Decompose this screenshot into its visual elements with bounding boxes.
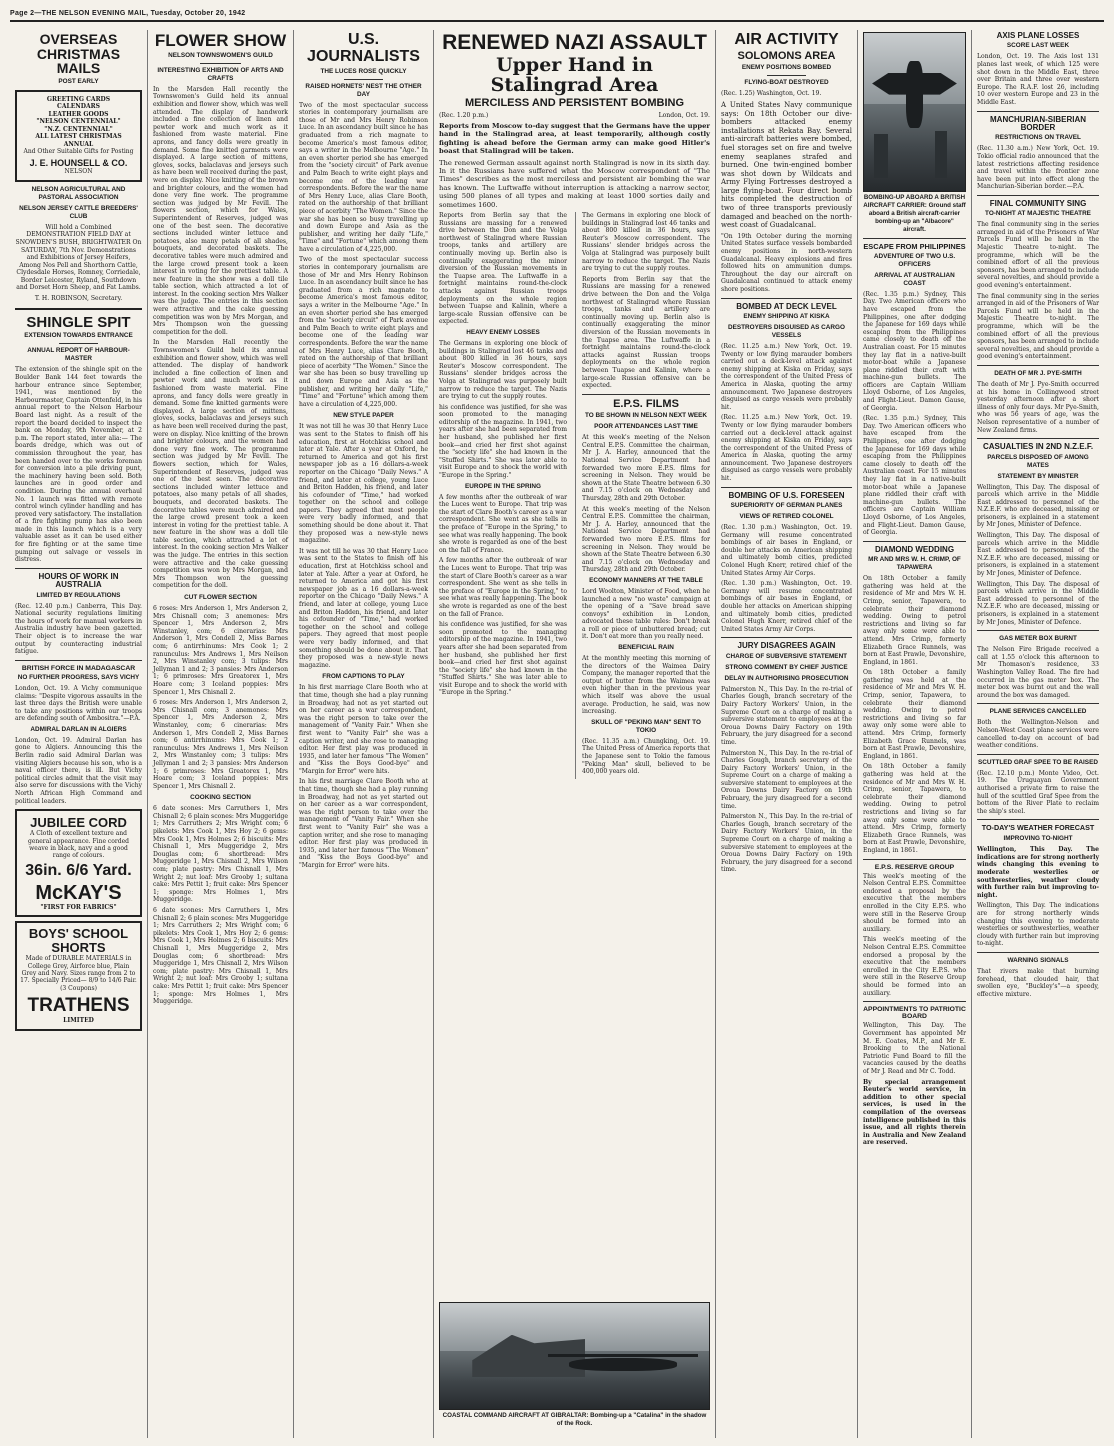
subhead-extension: EXTENSION TOWARDS ENTRANCE [24,332,133,340]
divider [977,365,1099,366]
headline-appointments: APPOINTMENTS TO PATRIOTIC BOARD [863,1006,966,1021]
headline-manchurian: MANCHURIAN-SIBERIAN BORDER [990,114,1086,132]
subhead-townswomen: NELSON TOWNSWOMEN'S GUILD [168,51,273,59]
article-eps-reserve: This week's meeting of the Nelson Central E.P.S. Committee endorsed a proposal by the executive that the members enrolled in the City E.P.S. who were still in the Reserve Group should be formed into an auxiliary. [863,872,966,933]
article-appointments: Wellington, This Day. The Government has appointed Mr M. E. Coates, M.P., and Mr E. Brooking to the National Patriotic Fund Board to fill the vacancies caused by the deaths of Mr J. Read and Mr C. Todd. [863,1022,966,1075]
column-6 [858,30,972,1438]
divider [977,703,1099,704]
headline-escape: ESCAPE FROM PHILIPPINES [863,242,966,251]
dateline-rec: (Rec. 1.20 p.m.) [439,112,489,120]
article-flower-show: In the Marsden Hall recently the Townswomen's Guild held its annual exhibition and flower show, which was well attended. The display of handwork included a fine collection of linen and pewter work and much work as it fashioned from waste material. Fine aprons, and fancy dolls were greatly in demand. Some fine knitted garments were displayed. A large section of mittens, gloves, socks, balaclavas and jerseys such as have been well received during the past, were on display. Nice knitting of the brown and brighter colours, and the women had done very fine work. The programme section was judged by Mr Fevill. The flowers section, which for Wales, Superintendent of Reserves, judged was one of the best seen. The decorative sections included winter lettuce and potatoes, also many petals of all shades, bouquets, and decorated baskets. The decorative tables were much admired and the large crowd present took a keen interest in voting for the prettiest table. A new feature in the show was a doll tile table section, which attracted a lot of interest. In the cooking section Mrs Walker was the judge. The entries in this section were attractive and the cake guessing competition was won by Mrs Morgan, and Mrs Thompson won the guessing competition for the doll. [153,339,288,590]
article-rain: At the monthly meeting this morning of the directors of the Waimea Dairy Company, the manager reported that the output of butter from the Waimea was even higher than in the previous year which itself was above the usual average. Production, he said, was now increasing. [582,655,710,716]
kicker-hornets: RAISED HORNETS' NEST THE OTHER DAY [305,82,422,98]
lead-body: The renewed German assault against north Stalingrad is now in its sixth day. In it the Russians have suffered what the Moscow correspondent of "The Times" describes as the most merciless and persistent air bombing the war has known. The Luftwaffe without interruption is attacking a narrow sector, using 500 planes of all types and making at least 1000 sorties daily and sometimes 1600. [439,158,710,209]
divider [977,438,1099,439]
photo-caption: COASTAL COMMAND AIRCRAFT AT GIBRALTAR: Bombing-up a "Catalina" in the shadow of the Rock. [442,1412,707,1427]
article-hours-of-work: (Rec. 12.40 p.m.) Canberra, This Day. National security regulations limiting the hours of work for manual workers in Australia industry have been gazetted. Their object is to increase the war output by counteracting industrial fatigue. [15,602,142,656]
photo-caption: BOMBING-UP ABOARD A BRITISH AIRCRAFT CARRIER: Ground staff aboard a British aircraft-carrier bombing-up an "Albacore" aircraft. [863,194,966,233]
ad-description: Made of DURABLE MATERIALS in College Grey, Airforce blue, Plain Grey and Navy. Sizes range from 2 to 17. Specially Priced— 8/9 to 14/6 Pair. (3 Coupons) [20,955,137,992]
banner-headline: RENEWED NAZI ASSAULT [442,31,707,54]
article-escape: (Rec. 1.35 p.m.) Sydney, This Day. Two American officers who have escaped from the Philippines, one after dodging the Japanese for 169 days while escaping from the Philippines came closely to death off the Australian coast. For 15 minutes they lay flat in a native-built motor-boat while a Japanese plane riddled their craft with machine-gun bullets. The officers are Captain William Lloyd Osborne, of Los Angeles, and Flight-Lieut. Damon Gause, of Georgia. [863,415,966,537]
headline-plane-services: PLANE SERVICES CANCELLED [989,708,1087,716]
headline-jury: JURY DISAGREES AGAIN [737,641,836,651]
article-new-style: It was not till he was 30 that Henry Luce was sent to the States to finish off his education, first at Hotchkiss school and later at Yale. After a year at Oxford, he returned to America and got his first newspaper job as a 16 dollars-a-week reporter on the Chicago "Daily News." A friend, and later at college, young Luce and Briton Hadden, his friend, and later his cofounder of "Time," had worked together on the school and college papers. They agreed that most people were very badly informed, and that something should be done about it. That they proposed was a new-style news magazine. [299,547,428,669]
lead-two-columns [439,212,710,779]
headline-air-activity: AIR ACTIVITY [734,31,839,48]
article-europe-spring: A few months after the outbreak of war the Luces went to Europe. That trip was the start of Clare Booth's career as a war correspondent. She went as she tells in the preface of "Europe in the Spring," to see what was really happening. The book she wrote is regarded as one of the best on the fall of France. [439,493,567,554]
subhead-eps-films: TO BE SHOWN IN NELSON NEXT WEEK [584,412,708,420]
article-luce-cont: his confidence was justified, for she was soon promoted to the managing editorship of the magazine. In 1941, two years after she had been separated from her husband, she published her first book—and cried her first shot against the "society life" she had known in the "Stuffed Shirts." She was later able to visit Europe and to shock the world with "Europe in the Spring." [439,403,567,480]
dateline [439,112,710,120]
headline-eps-reserve: E.P.S. RESERVE GROUP [874,863,955,871]
article-captions: In his first marriage Clare Booth who at that time, though she had a play running in Broadway, had not as yet started out on her career as a war correspondent, was the right person to take over the management of "Vanity Fair." When she first went to "Vanity Fair" she was a caption writer, and she rose to managing editor. Her first play was produced in 1935, and later her famous "The Women" and "Kiss the Boys Good-bye" and "Margin for Error" were hits. [299,778,428,869]
article-jury: Palmerston N., This Day. In the re-trial of Charles Gough, branch secretary of the Dairy Factory Workers' Union, in the Supreme Court on a charge of making a subversive statement to employees at the Oroua Downs Dairy Factory on 19th February, the jury disagreed for a second time. [721,813,852,874]
headline-eps-films: E.P.S. FILMS [613,397,679,410]
kicker-harbourmaster: ANNUAL REPORT OF HARBOUR-MASTER [27,347,130,363]
subhead-madagascar: NO FURTHER PROGRESS, SAYS VICHY [17,673,140,681]
divider [344,79,383,80]
headline-axis-losses: AXIS PLANE LOSSES [996,31,1080,40]
subhead-german-planes: SUPERIORITY OF GERMAN PLANES [730,502,843,510]
ad-line: LEATHER GOODS [48,110,109,118]
subhead-rain: BENEFICIAL RAIN [618,644,674,652]
article-flower-show: In the Marsden Hall recently the Townswomen's Guild held its annual exhibition and flower show, which was well attended. The display of handwork included a fine collection of linen and pewter work and much work as it fashioned from waste material. Fine aprons, and fancy dolls were greatly in demand. Some fine knitted garments were displayed. A large section of mittens, gloves, socks, balaclavas and jerseys such as have been well received during the past, were on display. Nice knitting of the brown and brighter colours, and the women had done very fine work. The programme section was judged by Mr Fevill. The flowers section, which for Wales, Superintendent of Reserves, judged was one of the best seen. The decorative sections included winter lettuce and potatoes, also many petals of all shades, bouquets, and decorated baskets. The decorative tables were much admired and the large crowd present took a keen interest in voting for the prettiest table. A new feature in the show was a doll tile table section, which attracted a lot of interest. In the cooking section Mrs Walker was the judge. The entries in this section were attractive and the cake guessing competition was won by Mrs Morgan, and Mrs Thompson won the guessing competition for the doll. [153,85,288,336]
photo-wing [548,1354,699,1357]
article-air-activity-cont: "On 19th October during the morning United States surface vessels bombarded enemy positions in north-western Guadalcanal. Heavy explosions and fires followed hits on ammunition dumps. Throughout the day our aircraft on Guadalcanal continued to attack enemy shore positions. [721,232,852,293]
assoc-heading: NELSON AGRICULTURAL AND PASTORAL ASSOCIATION [31,185,126,201]
ad-line: ALL LATEST CHRISTMAS ANNUAL [35,133,122,148]
subhead-two-officers: ADVENTURE OF TWO U.S. OFFICERS [873,252,956,268]
article-plane-services: Both the Wellington-Nelson and Nelson-West Coast plane services were cancelled to-day on account of bad weather conditions. [977,719,1099,750]
article-journalists: Two of the most spectacular success stories in contemporary journalism are those of Mr and Mrs Henry Robinson Luce. In an ascendancy built since he has graduated from a rich magnate to become America's most famous editor, says a writer in the Melbourne "Age." In an even shorter period she has emerged from the "society circuit" of Park avenue and Palm Beach to write eight plays and become one of the leading war correspondents. Before the war the name of Mrs Henry Luce, alias Clare Booth, rated on the authorship of that brilliant piece of acerbity "The Women." Since the war she has been so busy travelling up and down Europe and Asia as the publisher, and writing her daily "Life," "Time" and "Fortune" which among them have a circulation of 4,225,000. [299,256,428,408]
article-heavy-losses: The Germans in exploring one block of buildings in Stalingrad lost 46 tanks and about 800 killed in 36 hours, says Reuter's Moscow correspondent. The Russians' slender bridges across the Volga at Stalingrad was purposely built narrow to reduce the target. The Nazis are trying to cut the supply routes. [439,339,567,401]
ad-ltd: LIMITED [63,1017,94,1025]
assoc-subheading: NELSON JERSEY CATTLE BREEDERS' CLUB [19,204,138,220]
article-jury: Palmerston N., This Day. In the re-trial of Charles Gough, branch secretary of the Dairy Factory Workers' Union, in the Supreme Court on a charge of making a subversive statement to employees at the Oroua Downs Dairy Factory on 19th February, the jury disagreed for a second time. [721,685,852,746]
article-cut-flower: 6 roses: Mrs Anderson 1, Mrs Anderson 2, Mrs Chisnall com; 3 anemones: Mrs Spencer 1, Mrs Anderson 2, Mrs Winstanley, com; 6 cinerarias: Mrs Anderson 1, Mrs Condell 2, Miss Barnes com; 6 antirrhinums: Mrs Cook 1; 2 ranunculus: Mrs Andrews 1, Mrs Neilson 2, Mrs Winstanley com; 3 tulips: Mrs Jellyman 1 and 2; 3 pansies: Mrs Anderson 1; 6 primroses: Mrs Greatorex 1, Mrs Hoare com; 3 Iceland poppies: Mrs Spencer 1, Mrs Chisnall 2. [153,699,288,790]
subhead-kiska: ENEMY SHIPPING AT KISKA [743,312,830,320]
kicker-arrival: ARRIVAL AT AUSTRALIAN COAST [874,271,955,287]
divider [15,568,142,569]
article-escape: (Rec. 1.35 p.m.) Sydney, This Day. Two American officers who have escaped from the Philippines, one after dodging the Japanese for 169 days while escaping from the Philippines came closely to death off the Australian coast. For 15 minutes they lay flat in a native-built motor-boat while a Japanese plane riddled their craft with machine-gun bullets. The officers are Captain William Lloyd Osborne, of Los Angeles, and Flight-Lieut. Damon Gause, of Georgia. [863,290,966,412]
column-1 [10,30,148,1438]
article-luce-cont: his confidence was justified, for she was soon promoted to the managing editorship of the magazine. In 1941, two years after she had been separated from her husband, she published her first book—and cried her first shot against the "society life" she had known in the "Stuffed Shirts." She was later able to visit Europe and to shock the world with "Europe in the Spring." [439,621,567,697]
subhead-subversive: CHARGE OF SUBVERSIVE STATEMENT [725,652,848,660]
kicker-flying-boat: FLYING-BOAT DESTROYED [744,79,829,87]
subhead-score: SCORE LAST WEEK [1006,42,1070,50]
ad-title: JUBILEE CORD [30,815,127,831]
subhead-parcels: PARCELS DISPOSED OF AMONG MATES [987,453,1089,469]
article-graf-spee: (Rec. 12.10 p.m.) Monte Video, Oct. 19. The Uruguayan Government authorised a private firm to raise the hull of the scuttled Graf Spee from the bottom of the River Plate to reclaim the ship's steel. [977,769,1099,815]
lead-subcol-left [439,212,567,779]
article-air-activity: A United States Navy communique says: On 18th October our dive-bombers attacked enemy installations at Rekata Bay. Several anti-aircraft batteries were bombed, fuel storages set on fire and twelve enemy seaplanes strafed and burned. One twin-engined bomber was shot down by Wildcats and Army Flying Fortresses destroyed a large flying-boat. Four direct bomb hits completed the destruction of two of three transports previously damaged and beached on the north-west coast of Guadalcanal. [721,100,852,230]
article-stalingrad: Reports from Berlin say that the Russians are massing for a renewed drive between the Don and the Volga northwest of Stalingrad where Russian troops, tanks and artillery are continually moving up. Berlin also is continually exaggerating the minor diversion of the Russian movements in the Tuapse area. The Luftwaffe in a fortnight maintains round-the-clock attacks against Russian troops deployments on the whole region between Tuapse and Kalinin, where a large-scale Russian offensive can be expected. [439,212,567,326]
reuter-notice: By special arrangement Reuter's world service, in addition to other special services, is used in the compilation of the overseas intelligence published in this issue, and all rights therein in Australia and New Zealand are reserved. [863,1078,966,1147]
article-diamond: On 18th October a family gathering was held at the residence of Mr and Mrs W. H. Crimp, senior, Tapawera, to celebrate their diamond wedding. Owing to petrol restrictions and living so far away only some were able to attend. Mrs Crimp, formerly Elizabeth Grace Runnels, was born at East Prawle, Devonshire, England, in 1861. [863,575,966,666]
ad-store-name: J. E. HOUNSELL & CO. [29,158,128,169]
kicker-delay: DELAY IN AUTHORISING PROSECUTION [724,674,849,682]
divider [977,754,1099,755]
article-economy: Lord Woolton, Minister of Food, when he launched a new "no waste" campaign at the opening of a "Save bread save convoys" exhibition in London, advocated these table rules: Don't break a roll or piece of unbuttered bread; cut it. Don't eat more than you really need. [582,587,710,641]
kicker-colonel: VIEWS OF RETIRED COLONEL [739,513,834,521]
subhead-peking-man: SKULL OF "PEKING MAN" SENT TO TOKIO [591,718,701,734]
advert-trathens [15,921,142,1030]
article-eps-films: At this week's meeting of the Nelson Central E.P.S. Committee the chairman, Mr J. A. Harley, announced that the National Service Department had forwarded two more E.P.S. films for screening in Nelson. They would be shown at the State Theatre between 6.30 and 7.15 o'clock on Wednesday and Thursday, 28th and 29th October. [582,505,710,574]
photo-aircraft [569,1358,677,1371]
subhead-crimp: MR AND MRS W. H. CRIMP, OF TAPAWERA [868,556,961,572]
ad-line: "NELSON CENTENNIAL" [36,118,121,126]
subhead-regulations: LIMITED BY REGULATIONS [36,591,121,599]
headline-diamond-wedding: DIAMOND WEDDING [874,544,955,554]
headline-forecast: TO-DAY'S WEATHER FORECAST [981,823,1095,833]
article-community-sing: The final community sing in the series arranged in aid of the Prisoners of War Parcels Fund will be held in the Majestic Theatre to-night. The programme, which will be the combined effort of all the previous sponsors, has been arranged to include several novelties, and should provide a good evening's entertainment. [977,221,1100,290]
article-peking-man: (Rec. 11.35 a.m.) Chungking, Oct. 19. The United Press of America reports that the Japanese sent to Tokio the famous "Peking Man" skull, believed to be 400,000 years old. [582,737,710,776]
headline-solomons: SOLOMONS AREA [737,49,836,62]
subhead-captions: FROM CAPTIONS TO PLAY [322,673,405,681]
subhead-majestic: TO-NIGHT AT MAJESTIC THEATRE [985,210,1091,218]
subhead-darlan: ADMIRAL DARLAN IN ALGIERS [30,725,127,733]
headline-gas-meter: GAS METER BOX BURNT [999,635,1077,643]
article-forecast: Wellington, This Day. The indications are for strong northerly winds changing this evening to moderate westerlies or southwesterlies, weather cloudy with further rain but improving to-night. [977,846,1099,899]
headline-warning: WARNING SIGNALS [1007,957,1069,965]
assoc-body: Will hold a Combined DEMONSTRATION FIELD DAY at SNOWDEN'S BUSH, BRIGHTWATER On SATURDAY, 7th Nov. Demonstrations and Exhibitions of Jersey Heifers, Among Nos Pell and Shorthorn Cattle, Clydesdale Horses, Romney, Corriedale, Border Leicester, Ryland, Southdown and Dorset Horn Sheep, and Fat Lambs. [15,223,142,292]
article-gas-meter: The Nelson Fire Brigade received a call at 1.55 o'clock this afternoon to Mr Thomason's residence, 33 Washington Valley Road. The fire had occurred in the gas meter box. The meter box was burnt out and the wall around the box was damaged. [977,646,1099,699]
ad-line: GREETING CARDS [46,96,111,104]
divider [977,195,1099,196]
divider [59,343,97,344]
article-bombing-us: (Rec. 1.30 p.m.) Washington, Oct. 19. Germany will resume concentrated bombings of air bases in England, or double her attacks on American shipping and ultimately bomb cities, predicted Colonel Hugh Knerr, retired chief of the United States Army Air Corps. [721,524,852,577]
headline-madagascar: BRITISH FORCE IN MADAGASCAR [21,664,136,672]
article-forecast: Wellington, This Day. The indications are for strong northerly winds changing this evening to moderate westerlies or southwesterlies, weather cloudy with further rain but improving to-night. [977,902,1099,948]
column-3 [294,30,434,1438]
article-stalingrad-cont: Reports from Berlin say that the Russians are massing for a renewed drive between the Don and the Volga northwest of Stalingrad where Russian troops, tanks and artillery are continually moving up. Berlin also is continually exaggerating the minor diversion of the Russian movements in the Tuapse area. The Luftwaffe in a fortnight maintains round-the-clock attacks against Russian troops deployments on the whole region between Tuapse and Kalinin, where a large-scale Russian offensive can be expected. [582,275,710,390]
divider [977,111,1099,112]
subhead-cooking: COOKING SECTION [190,794,251,802]
advert-mckays [15,809,142,917]
photo-crew [935,131,947,178]
headline-casualties: CASUALTIES IN 2ND N.Z.E.F. [982,442,1094,452]
divider [200,63,241,64]
column-2 [148,30,294,1438]
ad-store-name: McKAY'S [35,881,122,904]
article-casualties: Wellington, This Day. The disposal of parcels which arrive in the Middle East addressed to personnel of the N.Z.E.F. who are deceased, missing or prisoners, is explained in a statement by Mr Jones, Minister of Defence. [977,580,1099,626]
divider [977,819,1099,820]
lead-subcol-right [575,212,710,779]
divider [721,637,852,638]
article-cooking: 6 date scones: Mrs Carruthers 1, Mrs Chisnall 2; 6 plain scones: Mrs Muggeridge 1; Mrs Carruthers 2; Mrs Wright com; 6 pikelets: Mrs Cook 1, Mrs Hoy 2; 6 gems: Mrs Cook 1, Mrs Holmes 2; 6 biscuits: Mrs Chisnall 1, Mrs Muggeridge 2, Mrs Douglas com; 6 shortbread: Mrs Muggeridge 1, Mrs Chisnall 2, Mrs Wilson com; plate pastry: Mrs Chisnall 1, Mrs Wright 2; nut loaf: Mrs Grooby 1; sultana cake: Mrs Pettit 1; fruit cake: Mrs Spencer 1; sponge: Mrs Holmes 1, Mrs Muggeridge. [153,907,288,1006]
column-4-lead [434,30,716,1438]
article-eps-reserve: This week's meeting of the Nelson Central E.P.S. Committee endorsed a proposal by the executive that the members enrolled in the City E.P.S. who were still in the Reserve Group should be formed into an auxiliary. [863,936,966,997]
headline-community-sing: FINAL COMMUNITY SING [989,198,1087,208]
divider [863,238,966,239]
kicker-eps-films: POOR ATTENDANCES LAST TIME [594,423,698,431]
article-eps-films: At this week's meeting of the Nelson Central E.P.S. Committee the chairman, Mr J. A. Harley, announced that the National Service Department had forwarded two more E.P.S. films for screening in Nelson. They would be shown at the State Theatre between 6.30 and 7.15 o'clock on Wednesday and Thursday, 28th and 29th October. [582,434,710,502]
headline-death: DEATH OF MR J. PYE-SMITH [994,369,1082,377]
headline-hours-of-work: HOURS OF WORK IN AUSTRALIA [38,571,119,590]
divider [977,630,1099,631]
divider [721,487,852,488]
article-jury: Palmerston N., This Day. In the re-trial of Charles Gough, branch secretary of the Dairy Factory Workers' Union, in the Supreme Court on a charge of making a subversive statement to employees at the Oroua Downs Dairy Factory on 19th February, the jury disagreed for a second time. [721,749,852,810]
ad-line: And Other Suitable Gifts for Posting [23,147,134,155]
divider [15,308,142,310]
article-madagascar: London, Oct. 19. A Vichy communique claims: "Despite vigorous assaults in the last three days the British were unable to take any positions within our troops are defending south of Ambositra."—P.A. [15,684,142,723]
kicker-destroyers: DESTROYERS DISGUISED AS CARGO VESSELS [728,323,845,339]
kicker-minister: STATEMENT BY MINISTER [997,472,1079,480]
subhead-economy: ECONOMY MANNERS AT THE TABLE [589,576,703,584]
subhead-post-early: POST EARLY [58,78,99,86]
article-cut-flower: 6 roses: Mrs Anderson 1, Mrs Anderson 2, Mrs Chisnall com; 3 anemones: Mrs Spencer 1, Mrs Anderson 2, Mrs Winstanley, com; 6 cinerarias: Mrs Anderson 1, Mrs Condell 2, Miss Barnes com; 6 antirrhinums: Mrs Cook 1; 2 ranunculus: Mrs Andrews 1, Mrs Neilson 2, Mrs Winstanley com; 3 tulips: Mrs Jellyman 1 and 2; 3 pansies: Mrs Anderson 1; 6 primroses: Mrs Greatorex 1, Mrs Hoare com; 3 Iceland poppies: Mrs Spencer 1, Mrs Chisnall 2. [153,605,288,696]
photo-catalina [439,1302,710,1410]
article-kiska: (Rec. 11.25 a.m.) New York, Oct. 19. Twenty or low flying marauder bombers carried out a deck-level attack against enemy shipping at Kiska on Friday, says the correspondent of the United Press of America in Alaska, quoting the army announcement. Two Japanese destroyers disguised as cargo vessels were probably hit. [721,414,852,483]
photo-plane-body [906,61,922,127]
headline-us-journalists: U.S. JOURNALISTS [307,31,420,65]
kicker-arts-crafts: INTERESTING EXHIBITION OF ARTS AND CRAFTS [157,66,284,82]
subhead-enemy-positions: ENEMY POSITIONS BOMBED [741,64,832,72]
divider [721,298,852,299]
ad-store-name: TRATHENS [27,995,130,1017]
divider [863,541,966,542]
subhead-luces: THE LUCES ROSE QUICKLY [320,67,407,75]
subhead-travel: RESTRICTIONS ON TRAVEL [995,134,1081,142]
advert-hounsell [15,90,142,182]
divider [15,660,142,661]
column-5 [716,30,858,1438]
headline-flower-show: FLOWER SHOW [154,31,287,50]
subhead-cut-flower: CUT FLOWER SECTION [184,594,257,602]
article-europe-spring: A few months after the outbreak of war the Luces went to Europe. That trip was the start of Clare Booth's career as a war correspondent. She went as she tells in the preface of "Europe in the Spring," to see what was really happening. The book she wrote is regarded as one of the best on the fall of France. [439,557,567,618]
divider [582,394,710,395]
article-captions: In his first marriage Clare Booth who at that time, though she had a play running in Broadway, had not as yet started out on her career as a war correspondent, was the right person to take over the management of "Vanity Fair." When she first went to "Vanity Fair" she was a caption writer, and she rose to managing editor. Her first play was produced in 1935, and later her famous "The Women" and "Kiss the Boys Good-bye" and "Margin for Error" were hits. [299,684,428,775]
dateline-washington: (Rec. 1.25) Washington, Oct. 19. [721,90,822,98]
article-community-sing: The final community sing in the series arranged in aid of the Prisoners of War Parcels Fund will be held in the Majestic Theatre to-night. The programme, which will be the combined effort of all the previous sponsors, has been arranged to include several novelties, and should provide a good evening's entertainment. [977,292,1100,361]
article-darlan: London, Oct. 19. Admiral Darlan has gone to Algiers. Announcing this the Berlin radio said Admiral Darlan was visiting Algiers because his son, who is a naval officer there, is ill. But Vichy political circles admit that the visit may also serve for discussions with the Vichy North African High Command and political leaders. [15,736,142,805]
headline-deck-level: BOMBED AT DECK LEVEL [736,301,837,311]
headline-bombing-us: BOMBING OF U.S. FORESEEN [728,490,845,500]
ad-description: A Cloth of excellent texture and general appearance. Fine corded weave in black, navy and a good range of colours. [28,830,129,860]
article-death: The death of Mr J. Pye-Smith occurred at his home in Collingwood street yesterday afternoon after a short illness of only four days. Mr Pye-Smith, who was 56 years of age, was the Nelson representative of a number of New Zealand firms. [977,380,1099,434]
lead-paragraph: Reports from Moscow to-day suggest that the Germans have the upper hand in the Stalingrad area, at least temporarily, although costly fighting is ahead before the German army can make good Hitler's boast that Stalingrad will be taken. [439,121,710,156]
article-journalists: Two of the most spectacular success stories in contemporary journalism are those of Mr and Mrs Henry Robinson Luce. In an ascendancy built since he has graduated from a rich magnate to become America's most famous editor, says a writer in the Melbourne "Age." In an even shorter period she has emerged from the "society circuit" of Park avenue and Palm Beach to write eight plays and become one of the leading war correspondents. Before the war the name of Mrs Henry Luce, alias Clare Booth, rated on the authorship of that brilliant piece of acerbity "The Women." Since the war she has been so busy travelling up and down Europe and Asia as the publisher, and writing her daily "Life," "Time" and "Fortune" which among them have a circulation of 4,225,000. [299,101,428,253]
article-kiska: (Rec. 11.25 a.m.) New York, Oct. 19. Twenty or low flying marauder bombers carried out a deck-level attack against enemy shipping at Kiska on Friday, says the correspondent of the United Press of America in Alaska, quoting the army announcement. Two Japanese destroyers disguised as cargo vessels were probably hit. [721,342,852,411]
assoc-signature: T. H. ROBINSON, Secretary. [34,295,123,303]
ad-line: "N.Z. CENTENNIAL" [44,125,113,133]
article-axis-losses: London, Oct. 19. The Axis lost 131 planes last week, of which 125 were shot down in the Middle East, three over Britain and three over western Europe. The R.A.F. lost 26, including 10 over western Europe and 23 in the Middle East. [977,53,1099,106]
ad-title: BOYS' SCHOOL SHORTS [28,926,129,956]
ad-line: CALENDARS [57,103,100,111]
ad-town: NELSON [64,168,93,176]
article-heavy-losses-cont: The Germans in exploring one block of buildings in Stalingrad lost 46 tanks and about 800 killed in 36 hours, says Reuter's Moscow correspondent. The Russians' slender bridges across the Volga at Stalingrad was purposely built narrow to reduce the target. The Nazis are trying to cut the supply routes. [582,212,710,273]
article-casualties: Wellington, This Day. The disposal of parcels which arrive in the Middle East addressed to personnel of the N.Z.E.F. who are deceased, missing or prisoners, is explained in a statement by Mr Jones, Minister of Defence. [977,483,1099,529]
article-diamond: On 18th October a family gathering was held at the residence of Mr and Mrs W. H. Crimp, senior, Tapawera, to celebrate their diamond wedding. Owing to petrol restrictions and living so far away only some were able to attend. Mrs Crimp, formerly Elizabeth Grace Runnels, was born at East Prawle, Devonshire, England, in 1861. [863,763,966,854]
subhead-new-style: NEW STYLE PAPER [333,412,394,420]
ad-slogan: "FIRST FOR FABRICS" [40,903,117,911]
headline-shingle-spit: SHINGLE SPIT [26,313,131,331]
photo-block-gibraltar [439,1302,710,1432]
article-manchurian: (Rec. 11.30 a.m.) New York, Oct. 19. Tokio official radio announced that the latest restrictions affecting residence and travel within the frontier zone have been put into effect along the Manchurian-Siberian border.—P.A. [977,145,1099,191]
divider [863,859,966,860]
banner-deck: MERCILESS AND PERSISTENT BOMBING [465,97,684,110]
article-warning: That rivers make that burning forehead, that clouded hair, that swollen eye, "Buckley's"—a speedy, effective mixture. [977,968,1099,998]
photo-crew [874,134,888,178]
banner-subheadline: Upper Hand in Stalingrad Area [490,54,659,96]
divider [767,75,806,76]
article-bombing-us: (Rec. 1.30 p.m.) Washington, Oct. 19. Germany will resume concentrated bombings of air bases in England, or double her attacks on American shipping and ultimately bomb cities, predicted Colonel Hugh Knerr, retired chief of the United States Army Air Corps. [721,580,852,633]
article-shingle-spit: The extension of the shingle spit on the Boulder Bank 144 feet towards the harbour entrance since September, 1941, was mentioned by the Harbourmaster, Captain Ottenfeld, in his annual report to the Nelson Harbour Board last night. As a result of the report the board decided to inspect the bank on Monday, 9th November, at 2 p.m. The report stated, inter alia:— The boards dredge, which was out of commission throughout the year, has been handed over to the works foreman for conversion into a pile driving punt, the machinery having been sold. Both launches are in good order and condition. During the annual overhaul No. 1 launch was fitted with remote control winch cylinder handling and has proved very satisfactory. The installation of a fire fighting pump has also been made in this launch which is a very valuable asset as it can be used either for fire fighting or at the same time pumping out salvage or vessels in distress. [15,366,142,564]
page-folio: Page 2—THE NELSON EVENING MAIL, Tuesday, October 20, 1942 [10,8,1104,22]
article-diamond: On 18th October a family gathering was held at the residence of Mr and Mrs W. H. Crimp, senior, Tapawera, to celebrate their diamond wedding. Owing to petrol restrictions and living so far away only some were able to attend. Mrs Crimp, formerly Elizabeth Grace Runnels, was born at East Prawle, Devonshire, England, in 1861. [863,669,966,760]
subhead-heavy-losses: HEAVY ENEMY LOSSES [466,328,540,336]
divider [863,1001,966,1002]
photo-aircraft-carrier [863,32,966,192]
column-7 [972,30,1104,1438]
headline-graf-spee: SCUTTLED GRAF SPEE TO BE RAISED [978,758,1098,766]
dateline-place: London, Oct. 19. [658,112,710,120]
article-casualties: Wellington, This Day. The disposal of parcels which arrive in the Middle East addressed to personnel of the N.Z.E.F. who are deceased, missing or prisoners, is explained in a statement by Mr Jones, Minister of Defence. [977,532,1099,578]
article-cooking: 6 date scones: Mrs Carruthers 1, Mrs Chisnall 2; 6 plain scones: Mrs Muggeridge 1; Mrs Carruthers 2; Mrs Wright com; 6 pikelets: Mrs Cook 1, Mrs Hoy 2; 6 gems: Mrs Cook 1, Mrs Holmes 2; 6 biscuits: Mrs Chisnall 1, Mrs Muggeridge 2, Mrs Douglas com; 6 shortbread: Mrs Muggeridge 1, Mrs Chisnall 2, Mrs Wilson com; plate pastry: Mrs Chisnall 1, Mrs Wright 2; nut loaf: Mrs Grooby 1; sultana cake: Mrs Pettit 1; fruit cake: Mrs Spencer 1; sponge: Mrs Holmes 1, Mrs Muggeridge. [153,805,288,904]
subhead-europe-spring: EUROPE IN THE SPRING [465,482,541,490]
article-new-style: It was not till he was 30 that Henry Luce was sent to the States to finish off his education, first at Hotchkiss school and later at Yale. After a year at Oxford, he returned to America and got his first newspaper job as a 16 dollars-a-week reporter on the Chicago "Daily News." A friend, and later at college, young Luce and Briton Hadden, his friend, and later his cofounder of "Time," had worked together on the school and college papers. They agreed that most people were very badly informed, and that something should be done about it. That they proposed was a new-style news magazine. [299,423,428,545]
headline-christmas-mails: OVERSEAS CHRISTMAS MAILS [36,31,121,77]
subhead-improving: IMPROVING TO-NIGHT [1003,835,1073,843]
divider [977,952,1099,953]
kicker-chief-justice: STRONG COMMENT BY CHIEF JUSTICE [725,663,848,671]
ad-price: 36in. 6/6 Yard. [25,861,132,879]
